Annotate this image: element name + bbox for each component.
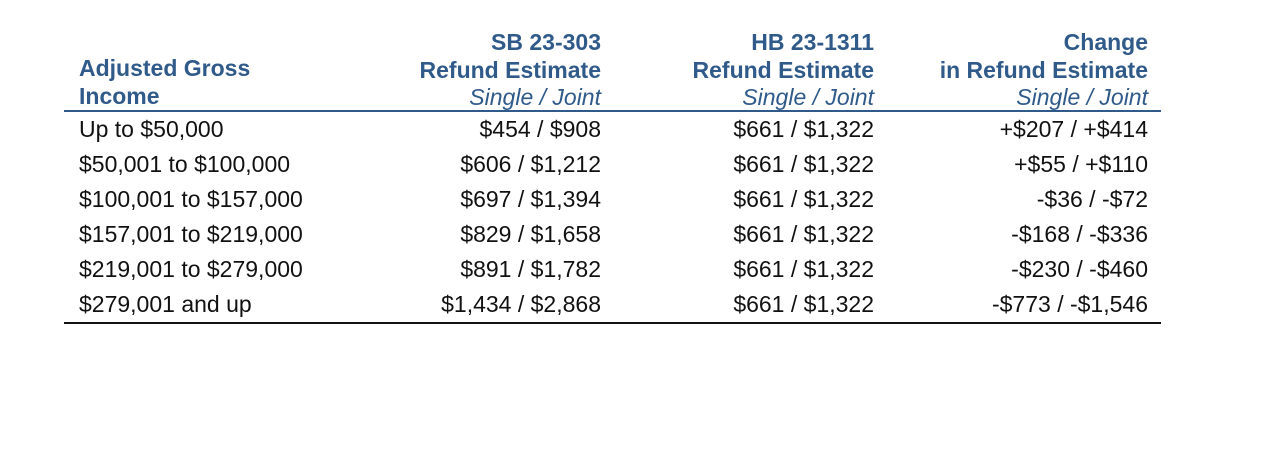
income-cell: $219,001 to $279,000 bbox=[79, 256, 303, 282]
income-cell: $50,001 to $100,000 bbox=[79, 151, 291, 177]
sb-cell: $829 / $1,658 bbox=[460, 221, 601, 247]
table-body bbox=[64, 111, 1161, 323]
table-row bbox=[64, 252, 1161, 287]
header-income-line1: Adjusted Gross bbox=[79, 55, 251, 81]
hb-cell: $661 / $1,322 bbox=[733, 151, 874, 177]
sb-cell: $891 / $1,782 bbox=[460, 256, 601, 282]
hb-cell: $661 / $1,322 bbox=[733, 291, 874, 317]
sb-cell: $606 / $1,212 bbox=[460, 151, 601, 177]
header-change-line1: Change bbox=[1063, 29, 1148, 55]
spacer-cell bbox=[1148, 287, 1161, 323]
change-cell: +$207 / +$414 bbox=[999, 116, 1148, 142]
header-sb-sub: Single / Joint bbox=[469, 84, 601, 110]
spacer-cell bbox=[1148, 182, 1161, 217]
header-spacer bbox=[1148, 28, 1161, 111]
sb-cell: $454 / $908 bbox=[479, 116, 601, 142]
table-row bbox=[64, 217, 1161, 252]
income-cell: $157,001 to $219,000 bbox=[79, 221, 303, 247]
sb-cell: $1,434 / $2,868 bbox=[441, 291, 601, 317]
spacer-cell bbox=[1148, 111, 1161, 147]
header-sb-line1: SB 23-303 bbox=[491, 29, 601, 55]
header-change bbox=[874, 28, 1148, 111]
header-hb-line2: Refund Estimate bbox=[692, 57, 874, 83]
header-hb-sub: Single / Joint bbox=[742, 84, 874, 110]
header-income bbox=[64, 28, 364, 111]
change-cell: -$36 / -$72 bbox=[1036, 186, 1148, 212]
table-row bbox=[64, 147, 1161, 182]
table-row bbox=[64, 182, 1161, 217]
table-header bbox=[64, 28, 1161, 111]
sb-cell: $697 / $1,394 bbox=[460, 186, 601, 212]
header-hb-line1: HB 23-1311 bbox=[751, 29, 874, 55]
hb-cell: $661 / $1,322 bbox=[733, 256, 874, 282]
refund-estimate-table bbox=[64, 28, 1161, 324]
header-sb bbox=[364, 28, 601, 111]
change-cell: +$55 / +$110 bbox=[1014, 151, 1148, 177]
header-change-sub: Single / Joint bbox=[1016, 84, 1148, 110]
change-cell: -$230 / -$460 bbox=[1011, 256, 1148, 282]
hb-cell: $661 / $1,322 bbox=[733, 221, 874, 247]
table-row bbox=[64, 111, 1161, 147]
header-sb-line2: Refund Estimate bbox=[419, 57, 601, 83]
change-cell: -$168 / -$336 bbox=[1011, 221, 1148, 247]
hb-cell: $661 / $1,322 bbox=[733, 116, 874, 142]
refund-table-container bbox=[64, 28, 1161, 324]
change-cell: -$773 / -$1,546 bbox=[991, 291, 1148, 317]
header-hb bbox=[601, 28, 874, 111]
spacer-cell bbox=[1148, 217, 1161, 252]
income-cell: Up to $50,000 bbox=[79, 116, 224, 142]
spacer-cell bbox=[1148, 147, 1161, 182]
hb-cell: $661 / $1,322 bbox=[733, 186, 874, 212]
income-cell: $279,001 and up bbox=[79, 291, 252, 317]
income-cell: $100,001 to $157,000 bbox=[79, 186, 303, 212]
table-row bbox=[64, 287, 1161, 323]
header-row bbox=[64, 28, 1161, 111]
header-income-line2: Income bbox=[79, 83, 160, 109]
spacer-cell bbox=[1148, 252, 1161, 287]
header-change-line2: in Refund Estimate bbox=[939, 57, 1148, 83]
